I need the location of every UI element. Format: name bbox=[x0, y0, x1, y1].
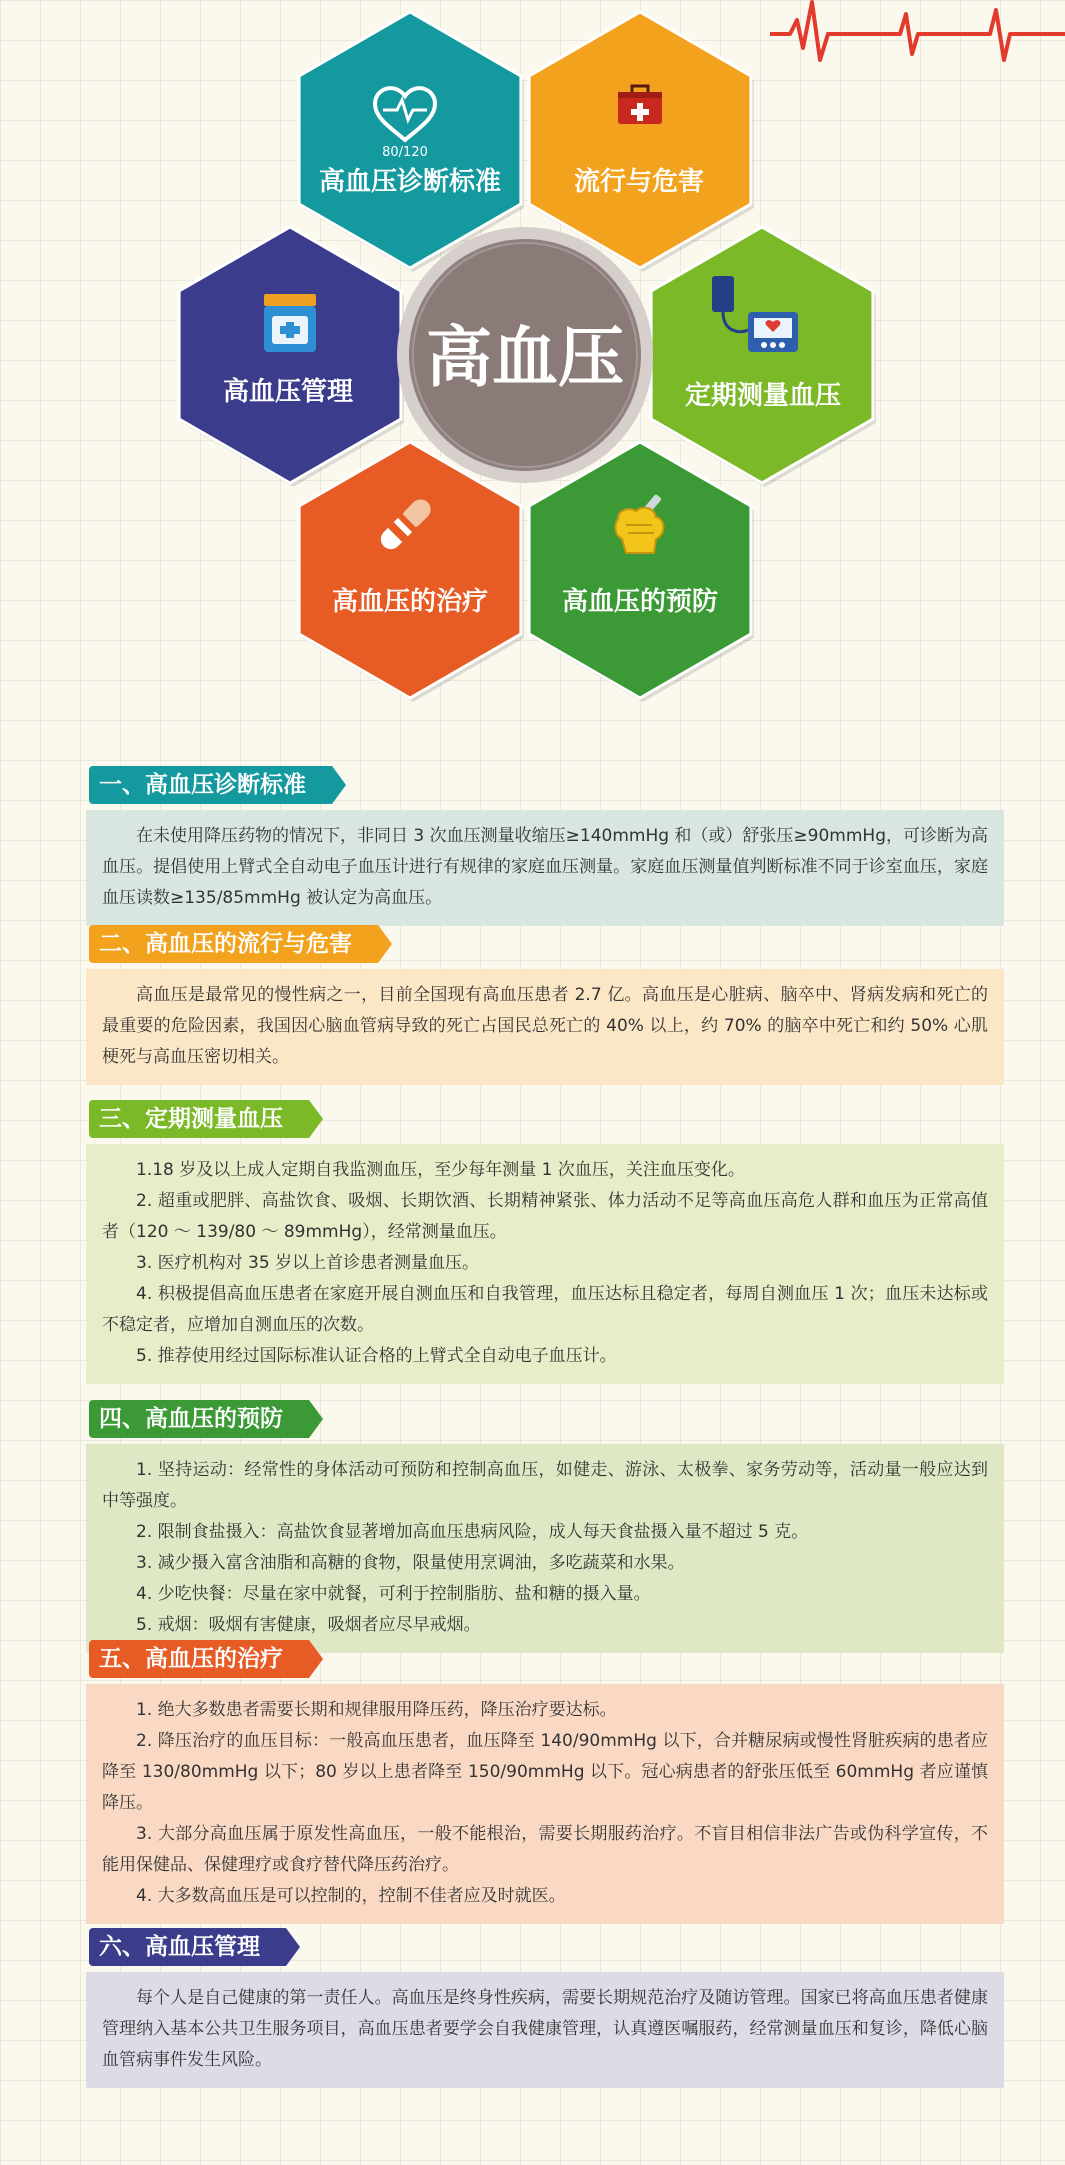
section-title: 四、高血压的预防 bbox=[89, 1400, 309, 1438]
section-paragraph: 3. 医疗机构对 35 岁以上首诊患者测量血压。 bbox=[136, 1253, 480, 1273]
hex-label-management: 高血压管理 bbox=[222, 377, 354, 407]
section-6 bbox=[86, 1928, 1004, 2088]
section-paragraph: 4. 积极提倡高血压患者在家庭开展自测血压和自我管理，血压达标且稳定者，每周自测血压 1 次；血压未达标或不稳定者，应增加自测血压的次数。 bbox=[102, 1284, 988, 1335]
section-paragraph: 3. 减少摄入富含油脂和高糖的食物，限量使用烹调油，多吃蔬菜和水果。 bbox=[136, 1553, 685, 1573]
hero-graphic bbox=[0, 0, 1065, 720]
section-paragraph: 3. 大部分高血压属于原发性高血压，一般不能根治，需要长期服药治疗。不盲目相信非法广告或伪科学宣传，不能用保健品、保健理疗或食疗替代降压药治疗。 bbox=[102, 1824, 988, 1875]
section-body bbox=[86, 810, 1004, 926]
hex-treatment bbox=[299, 442, 521, 698]
hex-prevalence bbox=[529, 12, 751, 268]
section-2 bbox=[86, 925, 1004, 1085]
section-title: 三、定期测量血压 bbox=[89, 1100, 309, 1138]
section-body bbox=[86, 1444, 1004, 1653]
section-4 bbox=[86, 1400, 1004, 1653]
section-paragraph: 2. 限制食盐摄入：高盐饮食显著增加高血压患病风险，成人每天食盐摄入量不超过 5 克。 bbox=[136, 1522, 809, 1542]
hex-label-treatment: 高血压的治疗 bbox=[331, 587, 489, 617]
section-paragraph: 1. 绝大多数患者需要长期和规律服用降压药，降压治疗要达标。 bbox=[136, 1700, 617, 1720]
hex-label-diagnosis: 高血压诊断标准 bbox=[318, 167, 502, 197]
center-title: 高血压 bbox=[426, 319, 624, 396]
heart-reading: 80/120 bbox=[382, 145, 428, 160]
hex-label-prevention: 高血压的预防 bbox=[561, 587, 719, 617]
section-paragraph: 1.18 岁及以上成人定期自我监测血压，至少每年测量 1 次血压，关注血压变化。 bbox=[136, 1160, 745, 1180]
section-paragraph: 1. 坚持运动：经常性的身体活动可预防和控制高血压，如健走、游泳、太极拳、家务劳动等，活动量一般应达到中等强度。 bbox=[102, 1460, 988, 1511]
section-body bbox=[86, 969, 1004, 1085]
medicine-box-icon bbox=[264, 294, 316, 352]
section-paragraph: 高血压是最常见的慢性病之一，目前全国现有高血压患者 2.7 亿。高血压是心脏病、脑卒中、肾病发病和死亡的最重要的危险因素，我国因心脑血管病导致的死亡占国民总死亡的 40% 以上，约 70% 的脑卒中死亡和约 50% 心肌梗死与高血压密切相关。 bbox=[102, 985, 988, 1067]
section-5 bbox=[86, 1640, 1004, 1924]
section-1 bbox=[86, 766, 1004, 926]
section-title: 五、高血压的治疗 bbox=[89, 1640, 309, 1678]
section-title: 一、高血压诊断标准 bbox=[89, 766, 332, 804]
section-paragraph: 4. 大多数高血压是可以控制的，控制不佳者应及时就医。 bbox=[136, 1886, 566, 1906]
ecg-line-icon bbox=[770, 2, 1065, 60]
section-paragraph: 5. 戒烟：吸烟有害健康，吸烟者应尽早戒烟。 bbox=[136, 1615, 481, 1635]
section-paragraph: 4. 少吃快餐：尽量在家中就餐，可利于控制脂肪、盐和糖的摄入量。 bbox=[136, 1584, 651, 1604]
hex-label-prevalence: 流行与危害 bbox=[573, 167, 705, 197]
hex-management bbox=[179, 227, 401, 483]
hex-measure bbox=[651, 227, 873, 483]
section-3 bbox=[86, 1100, 1004, 1384]
section-body bbox=[86, 1972, 1004, 2088]
section-paragraph: 5. 推荐使用经过国际标准认证合格的上臂式全自动电子血压计。 bbox=[136, 1346, 617, 1366]
section-body bbox=[86, 1684, 1004, 1924]
section-title: 二、高血压的流行与危害 bbox=[89, 925, 378, 963]
hex-prevention bbox=[529, 442, 751, 698]
section-paragraph: 每个人是自己健康的第一责任人。高血压是终身性疾病，需要长期规范治疗及随访管理。国家已将高血压患者健康管理纳入基本公共卫生服务项目，高血压患者要学会自我健康管理，认真遵医嘱服药，经常测量血压和复诊，降低心脑血管病事件发生风险。 bbox=[102, 1988, 988, 2070]
section-title: 六、高血压管理 bbox=[89, 1928, 286, 1966]
section-paragraph: 2. 超重或肥胖、高盐饮食、吸烟、长期饮酒、长期精神紧张、体力活动不足等高血压高危人群和血压为正常高值者（120 ～ 139/80 ～ 89mmHg），经常测量血压。 bbox=[102, 1191, 988, 1242]
section-paragraph: 2. 降压治疗的血压目标：一般高血压患者，血压降至 140/90mmHg 以下，合并糖尿病或慢性肾脏疾病的患者应降至 130/80mmHg 以下；80 岁以上患者降至 150/90mmHg 以下。冠心病患者的舒张压低至 60mmHg 者应谨慎降压。 bbox=[102, 1731, 988, 1813]
hex-diagnosis bbox=[299, 12, 521, 268]
section-body bbox=[86, 1144, 1004, 1384]
hex-label-measure: 定期测量血压 bbox=[684, 381, 842, 411]
section-paragraph: 在未使用降压药物的情况下，非同日 3 次血压测量收缩压≥140mmHg 和（或）舒张压≥90mmHg，可诊断为高血压。提倡使用上臂式全自动电子血压计进行有规律的家庭血压测量。家庭血压测量值判断标准不同于诊室血压，家庭血压读数≥135/85mmHg 被认定为高血压。 bbox=[102, 826, 988, 908]
